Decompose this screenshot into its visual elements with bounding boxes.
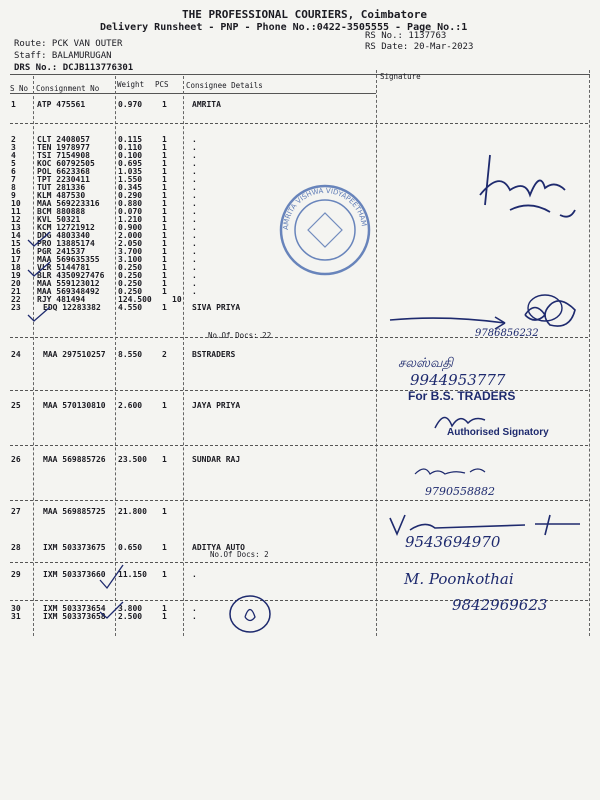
- row-sno: 31: [11, 612, 21, 621]
- row-weight: 21.800: [118, 507, 147, 516]
- row-sno: 30: [11, 604, 21, 613]
- row-weight: 0.110: [118, 143, 143, 152]
- row-consignee: SIVA PRIYA: [192, 303, 241, 312]
- row-pcs: 1: [162, 183, 167, 192]
- row-pcs: 2: [162, 350, 167, 359]
- row-pcs: 1: [162, 401, 167, 410]
- row-consignee: .: [192, 199, 197, 208]
- row-weight: 0.250: [118, 279, 143, 288]
- sig28-phone: 9842969623: [452, 596, 548, 614]
- row-consignment: KCM 12721912: [37, 223, 95, 232]
- row-consignee: .: [192, 239, 197, 248]
- row-consignment: RJY 481494: [37, 295, 86, 304]
- row-consignee: .: [192, 215, 197, 224]
- row-consignment: VLR 5144781: [37, 263, 90, 272]
- row-sno: 7: [11, 175, 16, 184]
- row-pcs: 1: [162, 263, 167, 272]
- row-weight: 0.250: [118, 263, 143, 272]
- row-weight: 0.115: [118, 135, 143, 144]
- row-weight: 8.550: [118, 350, 143, 359]
- row-consignment: MAA 559123012: [37, 279, 100, 288]
- row-consignment: BCM 880888: [37, 207, 86, 216]
- row-pcs: 1: [162, 151, 167, 160]
- row-consignment: MAA 569885726: [43, 455, 106, 464]
- divider-pcs: [183, 76, 184, 636]
- col-weight: Weight: [117, 80, 145, 89]
- drs-number: DRS No.: DCJB113776301: [14, 63, 134, 73]
- row-consignee: .: [192, 279, 197, 288]
- sig23-phone: 9944953777: [410, 371, 506, 389]
- row-consignment: ATP 475561: [37, 100, 86, 109]
- row-sno: 16: [11, 247, 21, 256]
- row-weight: 2.000: [118, 231, 143, 240]
- row-consignee: BSTRADERS: [192, 350, 236, 359]
- row-weight: 4.550: [118, 303, 143, 312]
- row-consignment: MAA 569885725: [43, 507, 106, 516]
- row-sno: 29: [11, 570, 21, 579]
- row-consignee: .: [192, 207, 197, 216]
- row-pcs: 1: [162, 247, 167, 256]
- row-sno: 11: [11, 207, 21, 216]
- row-weight: 3.100: [118, 255, 143, 264]
- row-sno: 19: [11, 271, 21, 280]
- row-consignee: .: [192, 570, 197, 579]
- staff-label: Staff: BALAMURUGAN: [14, 51, 112, 61]
- row-consignment: KVL 50321: [37, 215, 81, 224]
- row-pcs: 1: [162, 455, 167, 464]
- row-consignment: MAA 569223316: [37, 199, 100, 208]
- row-sno: 8: [11, 183, 16, 192]
- row-consignee: .: [192, 167, 197, 176]
- row-consignment: EDQ 12283382: [43, 303, 101, 312]
- row-pcs: 1: [162, 231, 167, 240]
- row-pcs: 1: [162, 612, 167, 621]
- row-consignment: PGR 241537: [37, 247, 86, 256]
- row-sno: 28: [11, 543, 21, 552]
- row-consignment: MAA 569348492: [37, 287, 100, 296]
- signature-22-mark: [525, 293, 565, 323]
- row-consignee: .: [192, 255, 197, 264]
- divider-sno: [33, 76, 34, 636]
- divider-consignment: [115, 76, 116, 636]
- row-pcs: 1: [162, 279, 167, 288]
- row-sno: 15: [11, 239, 21, 248]
- row-sno: 9: [11, 191, 16, 200]
- header-top-rule: [10, 74, 590, 75]
- row-consignment: MAA 570130810: [43, 401, 106, 410]
- row-pcs: 1: [162, 287, 167, 296]
- row-weight: 23.500: [118, 455, 147, 464]
- row-consignment: DDG 4803340: [37, 231, 90, 240]
- row-consignment: TEN 1978977: [37, 143, 90, 152]
- runsheet-title: Delivery Runsheet - PNP - Phone No.:0422-3505555 - Page No.:1: [100, 22, 468, 33]
- row-consignment: TPT 2230411: [37, 175, 90, 184]
- row-pcs: 1: [162, 303, 167, 312]
- row-consignee: .: [192, 604, 197, 613]
- row-weight: 0.970: [118, 100, 143, 109]
- row-weight: 0.880: [118, 199, 143, 208]
- row-sno: 13: [11, 223, 21, 232]
- row-pcs: 1: [162, 135, 167, 144]
- row-consignment: IXM 503373654: [43, 604, 106, 613]
- route-label: Route: PCK VAN OUTER: [14, 39, 123, 49]
- row-weight: 0.250: [118, 287, 143, 296]
- row-weight: 124.500: [118, 295, 152, 304]
- row-sno: 6: [11, 167, 16, 176]
- row-consignee: .: [192, 223, 197, 232]
- row-weight: 0.345: [118, 183, 143, 192]
- row-weight: 2.050: [118, 239, 143, 248]
- row-pcs: 1: [162, 100, 167, 109]
- row-weight: 0.290: [118, 191, 143, 200]
- row-weight: 0.695: [118, 159, 143, 168]
- row-consignment: IXM 503373658: [43, 612, 106, 621]
- col-sno: S No: [10, 84, 29, 93]
- col-signature: Signature: [380, 72, 421, 81]
- signature-29: [225, 592, 275, 637]
- row-consignee: .: [192, 263, 197, 272]
- docs-count-1: No.Of Docs: 22: [208, 331, 272, 340]
- row-consignment: BLR 4350927476: [37, 271, 105, 280]
- row-consignment: TSI 7154908: [37, 151, 90, 160]
- row-sno: 24: [11, 350, 21, 359]
- row-pcs: 1: [162, 199, 167, 208]
- sig24-company-stamp: For B.S. TRADERS: [408, 389, 516, 403]
- divider-consignee: [376, 70, 377, 636]
- sig23-name: சலஸ்வதி: [398, 356, 454, 371]
- row-consignment: IXM 503373660: [43, 570, 106, 579]
- row-pcs: 1: [162, 239, 167, 248]
- stamp-text: AMRITA VISHWA VIDYAPEETHAM: [281, 186, 368, 231]
- row-consignment: MAA 297510257: [43, 350, 106, 359]
- sep-row24: [10, 445, 588, 446]
- round-stamp: [278, 183, 373, 278]
- row-sno: 26: [11, 455, 21, 464]
- row-consignee: JAYA PRIYA: [192, 401, 241, 410]
- row-sno: 22: [11, 295, 21, 304]
- row-sno: 1: [11, 100, 16, 109]
- row-pcs: 1: [162, 570, 167, 579]
- row-sno: 5: [11, 159, 16, 168]
- row-consignee: .: [192, 191, 197, 200]
- row-sno: 20: [11, 279, 21, 288]
- divider-right: [589, 70, 590, 636]
- row-consignee: .: [192, 287, 197, 296]
- row-weight: 3.800: [118, 604, 143, 613]
- signature-1: [470, 150, 580, 230]
- row-consignee: .: [192, 183, 197, 192]
- tick-marks: [20, 230, 60, 330]
- row-pcs: 1: [162, 207, 167, 216]
- col-consignment: Consignment No: [36, 84, 100, 93]
- row-sno: 12: [11, 215, 21, 224]
- row-pcs: 1: [162, 167, 167, 176]
- row-pcs: 1: [162, 223, 167, 232]
- sig28-name: M. Poonkothai: [404, 570, 514, 588]
- row-consignment: IXM 503373675: [43, 543, 106, 552]
- row-sno: 21: [11, 287, 21, 296]
- row-pcs: 1: [162, 507, 167, 516]
- col-consignee: Consignee Details: [186, 81, 263, 90]
- row-consignee: .: [192, 247, 197, 256]
- row-weight: 0.250: [118, 271, 143, 280]
- row-consignment: TUT 281336: [37, 183, 86, 192]
- sig25-phone: 9790558882: [425, 485, 495, 498]
- sig1-number: 9786856232: [475, 328, 539, 339]
- row-pcs: 1: [162, 175, 167, 184]
- row-weight: 1.550: [118, 175, 143, 184]
- rs-number: RS No.: 1137763: [365, 31, 447, 41]
- header-bottom-rule: [10, 93, 376, 94]
- row-weight: 2.600: [118, 401, 143, 410]
- row-consignee: AMRITA: [192, 100, 221, 109]
- row-pcs: 10: [172, 295, 182, 304]
- row-consignee: SUNDAR RAJ: [192, 455, 241, 464]
- row-consignment: POL 6623368: [37, 167, 90, 176]
- row-sno: 3: [11, 143, 16, 152]
- row-consignee: .: [192, 612, 197, 621]
- row-sno: 2: [11, 135, 16, 144]
- row-weight: 0.900: [118, 223, 143, 232]
- row-pcs: 1: [162, 543, 167, 552]
- company-title: THE PROFESSIONAL COURIERS, Coimbatore: [182, 8, 428, 21]
- row-sno: 14: [11, 231, 21, 240]
- docs-count-2: No.Of Docs: 2: [210, 550, 269, 559]
- row-consignee: .: [192, 135, 197, 144]
- row-sno: 25: [11, 401, 21, 410]
- row-weight: 0.070: [118, 207, 143, 216]
- row-weight: 0.650: [118, 543, 143, 552]
- row-consignee: .: [192, 271, 197, 280]
- row-sno: 17: [11, 255, 21, 264]
- row-sno: 27: [11, 507, 21, 516]
- row-weight: 2.500: [118, 612, 143, 621]
- row-weight: 3.700: [118, 247, 143, 256]
- row-sno: 23: [11, 303, 21, 312]
- sig26-phone: 9543694970: [405, 533, 501, 551]
- row-pcs: 1: [162, 215, 167, 224]
- row-sno: 10: [11, 199, 21, 208]
- row-consignee: .: [192, 151, 197, 160]
- row-weight: 1.210: [118, 215, 143, 224]
- row-consignment: KOC 60792505: [37, 159, 95, 168]
- row-weight: 11.150: [118, 570, 147, 579]
- row-sno: 18: [11, 263, 21, 272]
- sep-row1: [10, 123, 588, 124]
- row-pcs: 1: [162, 604, 167, 613]
- col-pcs: PCS: [155, 80, 169, 89]
- row-consignment: KLM 487530: [37, 191, 86, 200]
- row-consignee: .: [192, 159, 197, 168]
- row-consignment: MAA 569635355: [37, 255, 100, 264]
- row-pcs: 1: [162, 255, 167, 264]
- row-pcs: 1: [162, 143, 167, 152]
- row-weight: 0.100: [118, 151, 143, 160]
- row-consignment: CLT 2408057: [37, 135, 90, 144]
- row-pcs: 1: [162, 271, 167, 280]
- row-consignee: ADITYA AUTO: [192, 543, 245, 552]
- row-weight: 1.035: [118, 167, 143, 176]
- row-consignment: PRO 13885174: [37, 239, 95, 248]
- tick-marks-2: [95, 560, 135, 620]
- signature-25: [410, 462, 490, 482]
- rs-date: RS Date: 20-Mar-2023: [365, 42, 474, 52]
- row-consignee: .: [192, 175, 197, 184]
- sep-row25: [10, 500, 588, 501]
- row-sno: 4: [11, 151, 16, 160]
- row-pcs: 1: [162, 191, 167, 200]
- row-consignee: .: [192, 143, 197, 152]
- row-consignee: .: [192, 231, 197, 240]
- row-pcs: 1: [162, 159, 167, 168]
- sig24-authorised: Authorised Signatory: [447, 427, 549, 438]
